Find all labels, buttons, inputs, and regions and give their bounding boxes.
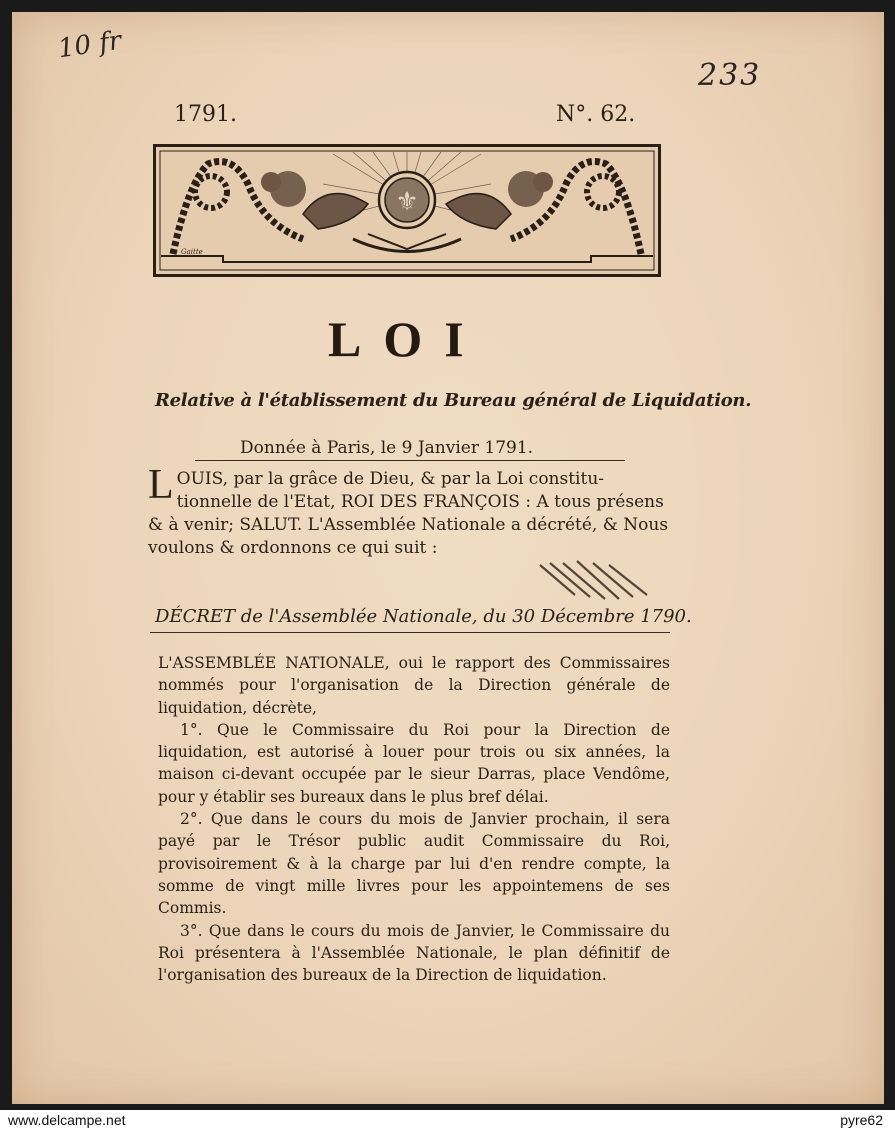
- article-2: 2°. Que dans le cours du mois de Janvier prochain, il sera payé par le Trésor public audit Commissaire du Roi, provisoirement & à la charge par lui d'en rendre compte, la somme de vingt mille livres pour les appointemens de ses Commis.: [158, 810, 670, 918]
- footer-user: pyre62: [840, 1112, 883, 1128]
- issue-date: Donnée à Paris, le 9 Janvier 1791.: [240, 438, 534, 458]
- ink-strike-mark: [535, 555, 660, 605]
- decree-body: [158, 652, 670, 986]
- handwritten-price: 10 fr: [56, 25, 124, 65]
- document-subtitle: Relative à l'établissement du Bureau général de Liquidation.: [155, 390, 752, 411]
- preamble-line3: & à venir; SALUT. L'Assemblée Nationale a décrété, & Nous: [148, 515, 669, 535]
- footer-bar: [0, 1110, 895, 1131]
- preamble-line2: tionnelle de l'Etat, ROI DES FRANÇOIS : A tous présens: [176, 492, 664, 512]
- svg-text:⚜: ⚜: [395, 187, 419, 217]
- date-rule: [195, 460, 625, 461]
- preamble: [148, 462, 672, 560]
- number-label: N°. 62.: [556, 102, 636, 127]
- engraved-vignette: [153, 144, 661, 277]
- document-title: LOI: [328, 311, 486, 367]
- engraver-signature: Gaitte: [181, 248, 203, 256]
- article-3: 3°. Que dans le cours du mois de Janvier, le Commissaire du Roi présentera à l'Assemblée Nationale, le plan définitif de l'organisation des bureaux de la Direction de liquidation.: [158, 921, 670, 985]
- year-label: 1791.: [174, 102, 237, 127]
- preamble-line1: OUIS, par la grâce de Dieu, & par la Loi constitu-: [176, 469, 605, 489]
- footer-site: www.delcampe.net: [8, 1112, 126, 1128]
- preamble-dropcap: L: [148, 462, 174, 508]
- decree-rule: [150, 632, 670, 633]
- decree-heading: DÉCRET de l'Assemblée Nationale, du 30 Décembre 1790.: [155, 606, 692, 627]
- body-intro: L'ASSEMBLÉE NATIONALE, oui le rapport des Commissaires nommés pour l'organisation de la Direction générale de liquidation, décrète,: [158, 654, 670, 717]
- preamble-line4: voulons & ordonnons ce qui suit :: [148, 538, 438, 558]
- handwritten-number: 233: [698, 58, 762, 93]
- article-1: 1°. Que le Commissaire du Roi pour la Direction de liquidation, est autorisé à louer pour trois ou six années, la maison ci-devant occupée par le sieur Darras, place Vendôme, pour y établir ses bureaux dans le plus bref délai.: [158, 720, 670, 806]
